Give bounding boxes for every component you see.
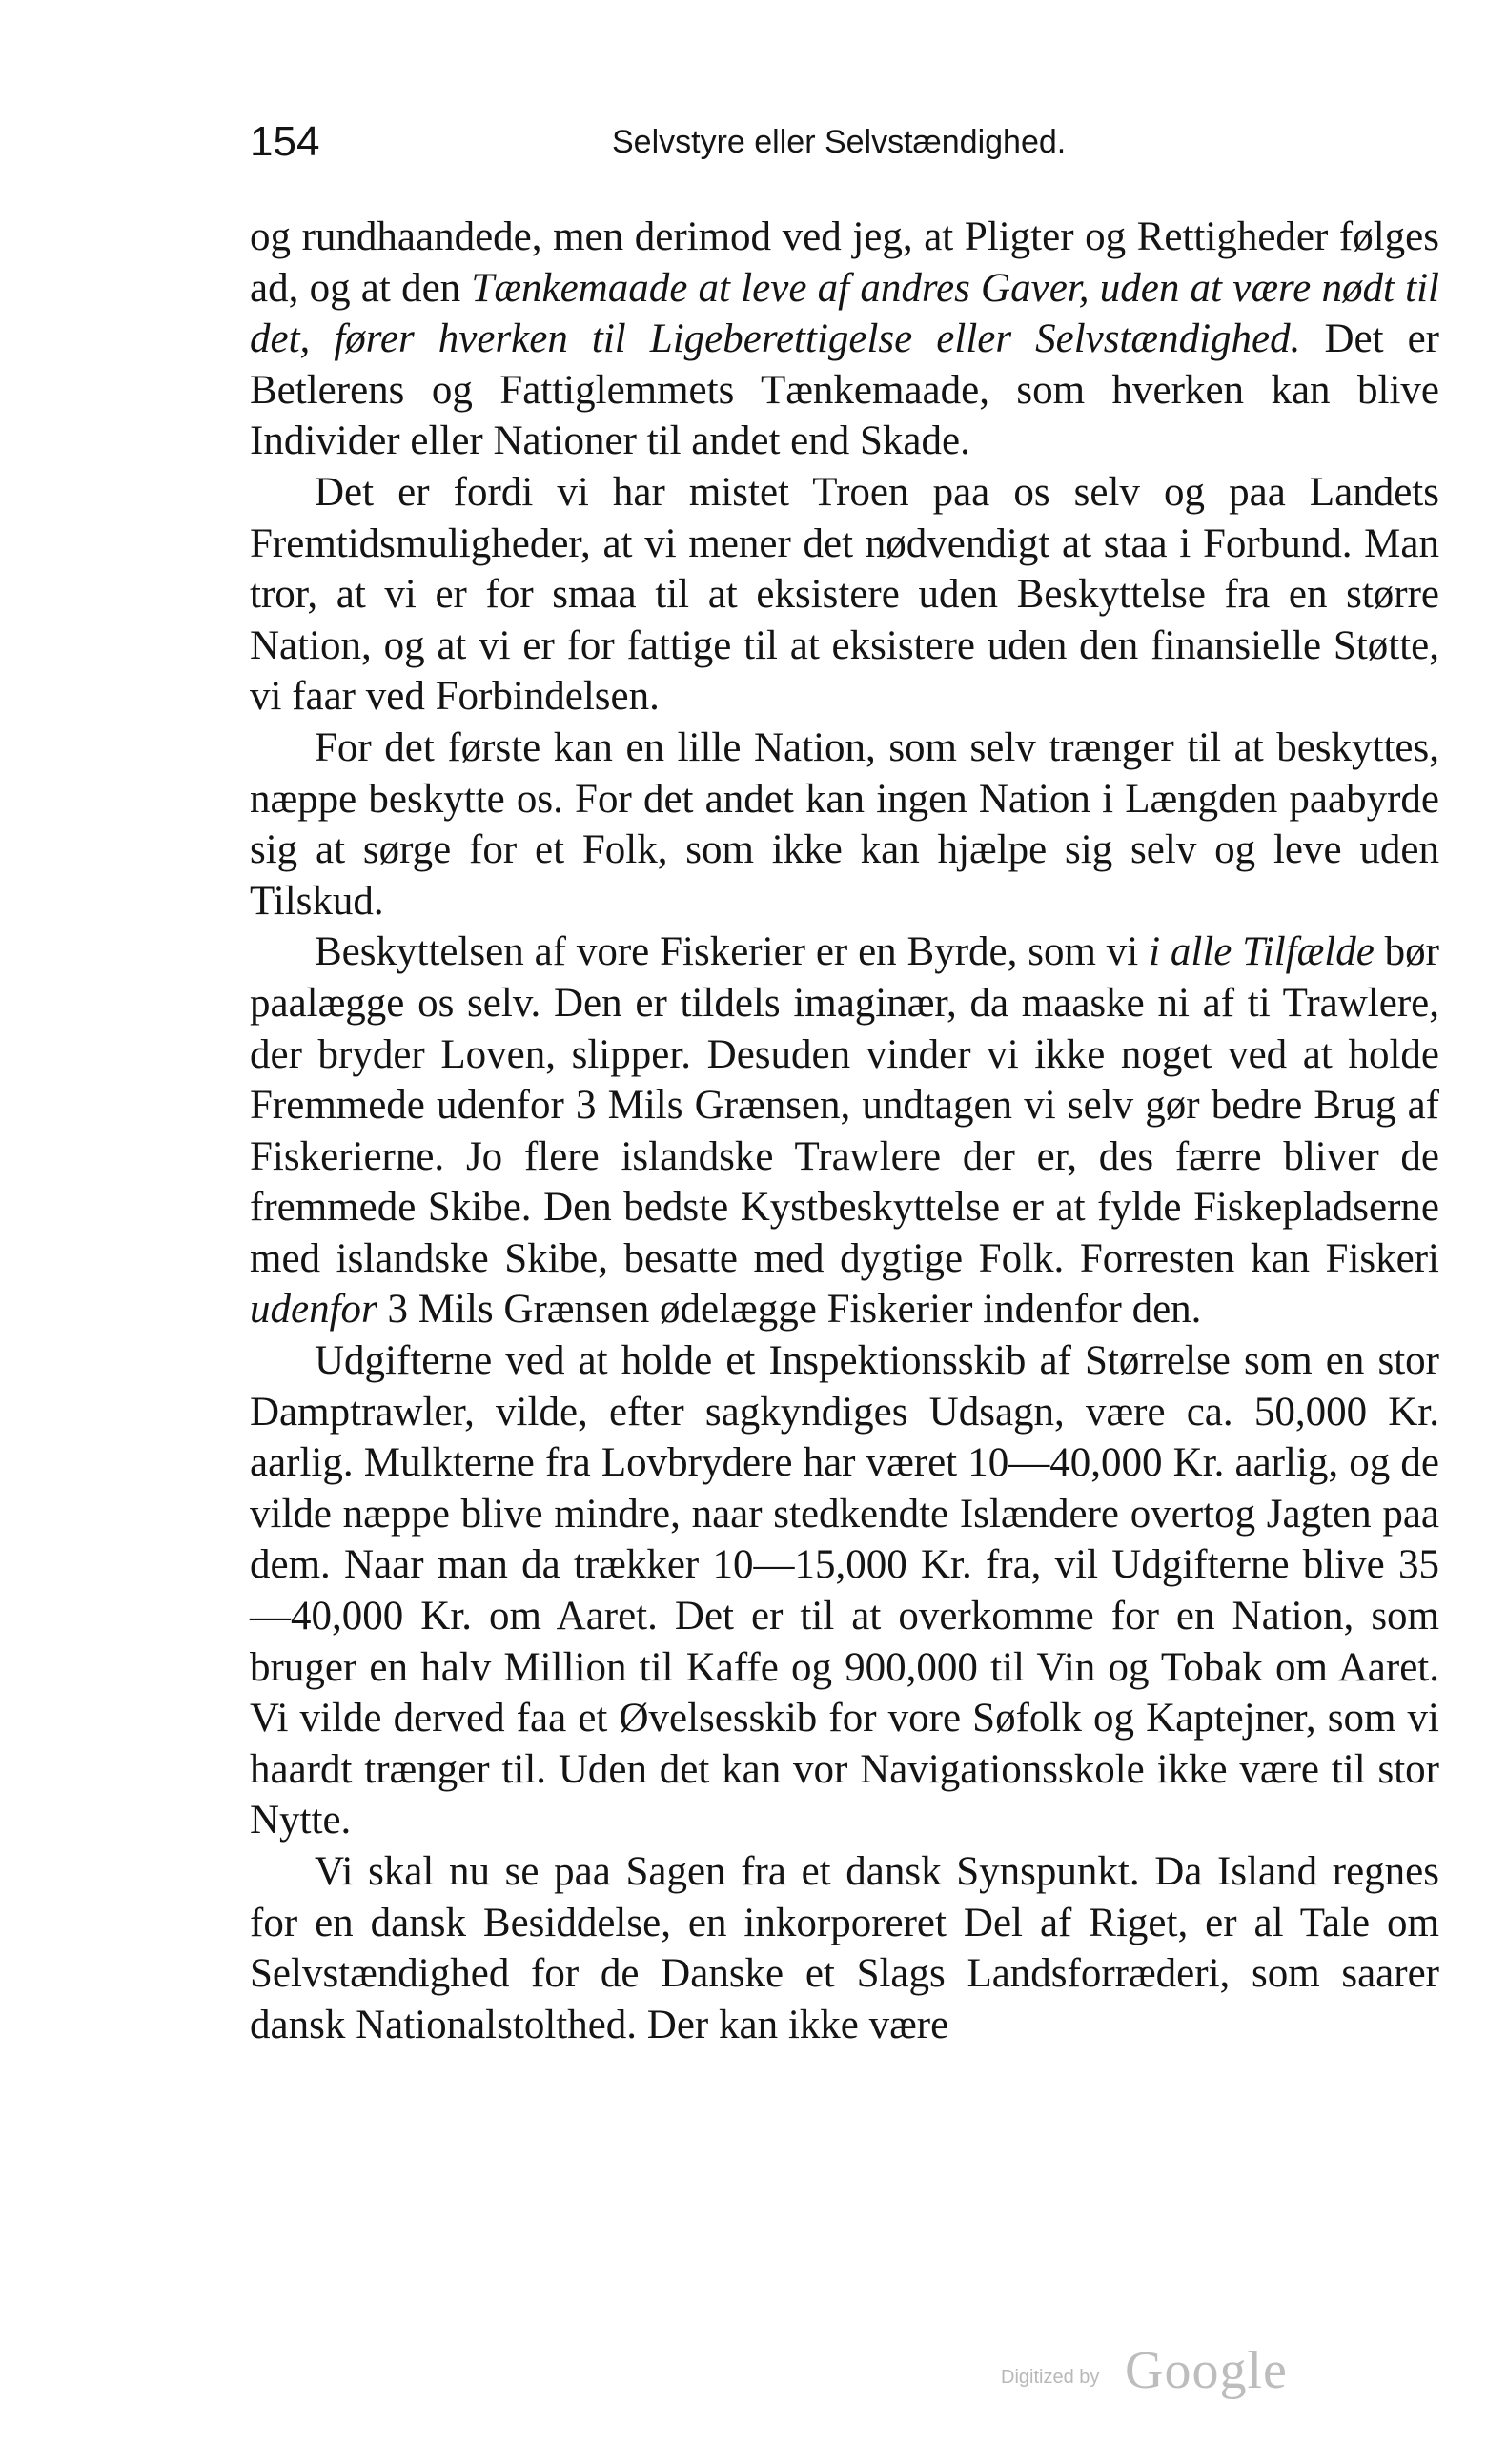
paragraph bbox=[250, 723, 1439, 927]
body-text bbox=[250, 212, 1439, 2050]
text-run: Beskyttelsen af vore Fiskerier er en Byrde, som vi bbox=[315, 929, 1150, 975]
digitized-by-label: Digitized by bbox=[1001, 2367, 1100, 2388]
text-run: Udgifterne ved at holde et Inspektionsskib af Størrelse som en stor Damptrawler, vilde, efter sagkyndiges Udsagn, være ca. 50,000 Kr. aarlig. Mulkterne fra Lovbrydere har været 10—40,000 Kr. aarlig, og de vilde næppe blive mindre, naar stedkendte Islændere overtog Jagten paa dem. Naar man da trækker 10—15,000 Kr. fra, vil Udgifterne blive 35—40,000 Kr. om Aaret. Det er til at overkomme for en Nation, som bruger en halv Million til Kaffe og 900,000 til Vin og Tobak om Aaret. Vi vilde derved faa et Øvelsesskib for vore Søfolk og Kaptejner, som vi haardt trænger til. Uden det kan vor Navigationsskole ikke være til stor Nytte. bbox=[250, 1338, 1439, 1843]
running-head: Selvstyre eller Selvstændighed. bbox=[612, 124, 1067, 160]
digitized-by-google-watermark bbox=[1001, 2340, 1325, 2400]
page-number: 154 bbox=[250, 118, 320, 165]
text-run: Vi skal nu se paa Sagen fra et dansk Synspunkt. Da Island regnes for en dansk Besiddelse, en inkorporeret Del af Riget, er al Tale om Selvstændighed for de Danske et Slags Landsforræderi, som saarer dansk Nationalstolthed. Der kan ikke være bbox=[250, 1849, 1439, 2047]
text-run: For det første kan en lille Nation, som selv trænger til at beskyttes, næppe beskytte os. For det andet kan ingen Nation i Længden paabyrde sig at sørge for et Folk, som ikke kan hjælpe sig selv og leve uden Tilskud. bbox=[250, 724, 1439, 924]
paragraph bbox=[250, 1846, 1439, 2050]
paragraph bbox=[250, 927, 1439, 1335]
paragraph bbox=[250, 467, 1439, 723]
google-logo: Google bbox=[1125, 2341, 1288, 2400]
text-run: Det er fordi vi har mistet Troen paa os selv og paa Landets Fremtidsmuligheder, at vi mener det nødvendigt at staa i Forbund. Man tror, at vi er for smaa til at eksistere uden Beskyttelse fra en større Nation, og at vi er for fattige til at eksistere uden den finansielle Støtte, vi faar ved Forbindelsen. bbox=[250, 469, 1439, 720]
paragraph bbox=[250, 212, 1439, 467]
page-header bbox=[250, 118, 1441, 175]
text-run: bør paalægge os selv. Den er tildels imaginær, da maaske ni af ti Trawlere, der bryder Loven, slipper. Desuden vinder vi ikke noget ved at holde Fremmede udenfor 3 Mils Grænsen, undtagen vi selv gør bedre Brug af Fiskerierne. Jo flere islandske Trawlere der er, des færre bliver de fremmede Skibe. Den bedste Kystbeskyttelse er at fylde Fiskepladserne med islandske Skibe, besatte med dygtige Folk. Forresten kan Fiskeri bbox=[250, 929, 1440, 1281]
italic-run: Tænkemaade at leve af andres Gaver, uden at være nødt til det, fører hverken til Ligeberettigelse eller Selvstændighed. bbox=[250, 265, 1439, 362]
italic-run: i alle Tilfælde bbox=[1149, 929, 1375, 975]
text-run: Det er Betlerens og Fattiglemmets Tænkemaade, som hverken kan blive Individer eller Nationer til andet end Skade. bbox=[250, 316, 1439, 464]
text-run: og rundhaandede, men derimod ved jeg, at Pligter og Rettigheder følges ad, og at den bbox=[250, 214, 1439, 311]
italic-run: udenfor bbox=[250, 1287, 377, 1333]
paragraph bbox=[250, 1335, 1439, 1846]
text-run: 3 Mils Grænsen ødelægge Fiskerier indenfor den. bbox=[377, 1287, 1202, 1333]
